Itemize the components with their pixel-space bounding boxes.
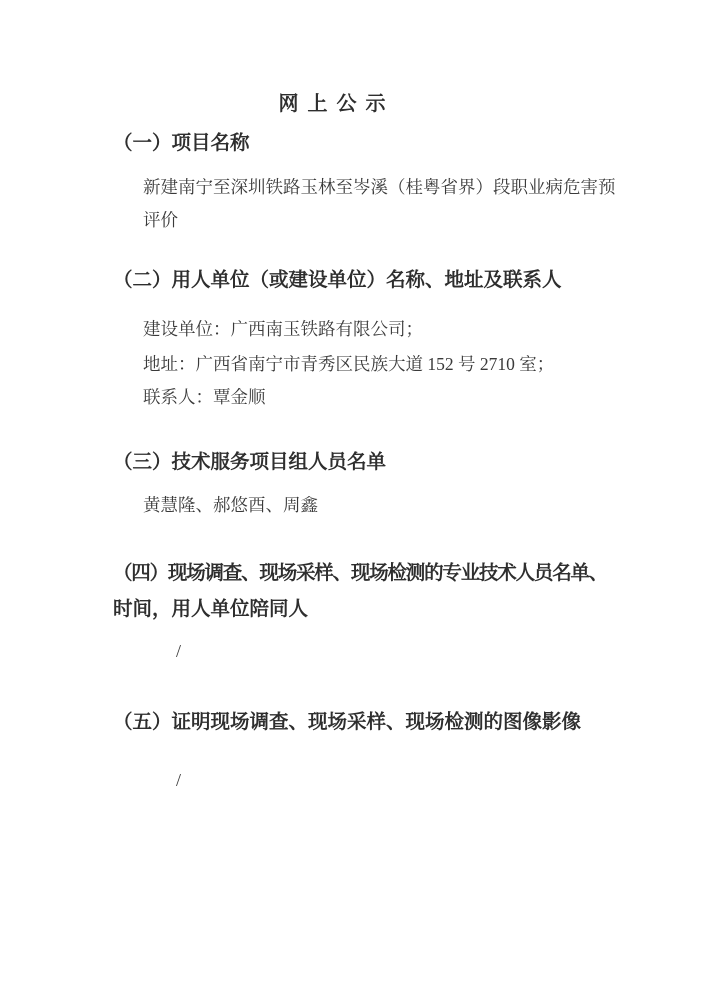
section-4-heading-line-1: （四）现场调查、现场采样、现场检测的专业技术人员名单、: [113, 563, 608, 584]
section-3-names-line: 黄慧隆、郝悠酉、周鑫: [143, 495, 318, 515]
section-4-placeholder-slash: /: [176, 641, 182, 661]
section-1-body-line-1: 新建南宁至深圳铁路玉林至岑溪（桂粤省界）段职业病危害预: [143, 177, 616, 197]
section-1-body-line-2: 评价: [143, 210, 178, 230]
section-5-placeholder-slash: /: [176, 770, 182, 790]
section-2-builder-line: 建设单位：广西南玉铁路有限公司；: [143, 319, 423, 339]
section-4-heading-line-2: 时间，用人单位陪同人: [113, 599, 309, 620]
section-5-heading: （五）证明现场调查、现场采样、现场检测的图像影像: [113, 712, 582, 733]
section-1-heading: （一）项目名称: [113, 133, 250, 154]
section-2-address-line: 地址：广西省南宁市青秀区民族大道 152 号 2710 室；: [143, 354, 555, 374]
section-2-heading: （二）用人单位（或建设单位）名称、地址及联系人: [113, 270, 562, 291]
section-3-heading: （三）技术服务项目组人员名单: [113, 452, 387, 473]
section-2-contact-line: 联系人：覃金顺: [143, 387, 266, 407]
page-title: 网 上 公 示: [278, 93, 388, 115]
